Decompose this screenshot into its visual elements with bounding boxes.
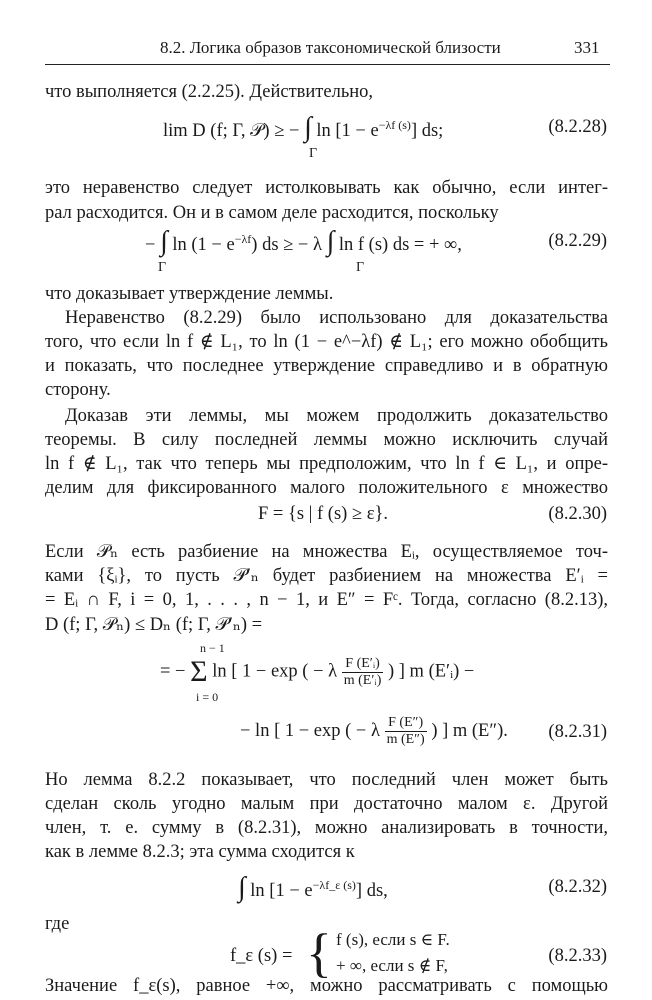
text-line: и показать, что последнее утверждение справедливо и в обратную [45,356,608,376]
page-number: 331 [574,38,600,57]
text-line: Неравенство (8.2.29) было использовано для доказательства [65,308,608,328]
eq31-part-a: ln [ 1 − exp ( − λ [212,661,338,682]
running-title: 8.2. Логика образов таксономической близости [160,38,501,57]
text-line: рал расходится. Он и в самом деле расходится, поскольку [45,203,499,223]
eq32-exponent: −λf_ε (s) [312,877,356,892]
text-line: ками {ξᵢ}, то пусть 𝒫′ₙ будет разбиением на множества E′ᵢ = [45,566,608,586]
eq29-lhs: − [145,235,156,255]
text-line: сторону. [45,380,111,400]
text-line: Доказав эти леммы, мы можем продолжить доказательство [65,406,608,426]
eq29-part2: ) ds ≥ − λ [251,235,322,255]
eq31-part-d: ) ] m (E″). [431,720,508,741]
eq29-exponent: −λf [234,231,252,246]
eq28-number: (8.2.28) [548,117,607,137]
text-line: = Eᵢ ∩ F, i = 0, 1, . . . , n − 1, и E″ = Fᶜ. Тогда, согласно (8.2.13), [45,590,608,610]
eq32-integrand: ln [1 − e [250,881,313,901]
eq28-exponent: −λf (s) [378,117,411,132]
eq29-part3: ln f (s) ds = + ∞, [338,235,462,255]
text-line: теоремы. В силу последней леммы можно исключить случай [45,430,608,450]
header-rule [45,64,610,65]
text-line: как в лемме 8.2.3; эта сумма сходится к [45,842,355,862]
eq31-line-2 [160,655,474,689]
eq31-number: (8.2.31) [548,722,607,742]
text-line: Если 𝒫ₙ есть разбиение на множества Eᵢ, осуществляемое точ- [45,542,608,562]
eq31-sum-upper: n − 1 [200,641,225,655]
eq29-number: (8.2.29) [548,231,607,251]
equation-8-2-32 [238,874,388,902]
eq29-limit-1: Γ [158,260,167,275]
eq29-part1: ln (1 − e [172,235,235,255]
equation-8-2-29 [145,228,462,256]
eq31-sum-lower: i = 0 [196,690,219,704]
eq28-integrand: ln [1 − e [316,121,379,141]
text-line: того, что если ln f ∉ L₁, то ln (1 − e^−λf) ∉ L₁; его можно обобщить [45,332,608,352]
text-line: что выполняется (2.2.25). Действительно, [45,82,374,102]
eq31-fraction-1 [342,656,384,689]
text-line: это неравенство следует истолковывать как обычно, если интег- [45,178,608,198]
eq28-tail: ] ds; [410,121,444,141]
eq33-case-2: + ∞, если s ∉ F, [336,956,448,975]
text-line: Значение f_ε(s), равное +∞, можно рассматривать с помощью [45,976,608,996]
integral-sign: ∫ [238,872,246,903]
left-brace: { [306,923,332,983]
integral-sign: ∫ [326,226,335,257]
text-line: член, т. е. сумму в (8.2.31), можно анализировать в точности, [45,818,608,838]
eq31-part-c: − ln [ 1 − exp ( − λ [240,720,380,741]
integral-sign: ∫ [160,226,168,257]
eq33-lhs: f_ε (s) = [230,946,293,966]
text-line: сделан сколь угодно малым при достаточно малом ε. Другой [45,794,608,814]
fraction-numerator: F (E″) [385,715,427,732]
eq31-line-3 [240,715,508,748]
eq31-line-1: D (f; Γ, 𝒫ₙ) ≤ Dₙ (f; Γ, 𝒫′ₙ) = [45,615,263,635]
eq30-number: (8.2.30) [548,504,607,524]
sum-sign: Σ [190,655,208,688]
fraction-denominator: m (E″) [386,732,425,747]
eq33-case-1: f (s), если s ∈ F. [336,930,450,949]
fraction-denominator: m (E′ᵢ) [343,672,382,688]
eq29-limit-2: Γ [356,260,365,275]
eq32-number: (8.2.32) [548,877,607,897]
text-line: что доказывает утверждение леммы. [45,284,334,304]
fraction-numerator: F (E′ᵢ) [342,656,384,673]
text-line: ln f ∉ L₁, так что теперь мы предположим, что ln f ∈ L₁, и опре- [45,454,608,474]
eq33-number: (8.2.33) [548,946,607,966]
equation-8-2-28 [163,114,443,142]
equation-8-2-30: F = {s | f (s) ≥ ε}. [258,504,388,524]
eq28-limit: Γ [309,146,318,161]
eq28-lhs: lim D (f; Γ, 𝒫) ≥ − [163,121,300,141]
text-line: где [45,914,70,934]
eq31-part-b: ) ] m (E′ᵢ) − [387,661,475,682]
integral-sign: ∫ [304,112,312,143]
eq31-fraction-2 [385,715,427,748]
text-line: Но лемма 8.2.2 показывает, что последний член может быть [45,770,608,790]
text-line: делим для фиксированного малого положительного ε множество [45,478,608,498]
eq31-minus: = − [160,661,186,682]
eq32-tail: ] ds, [355,881,388,901]
